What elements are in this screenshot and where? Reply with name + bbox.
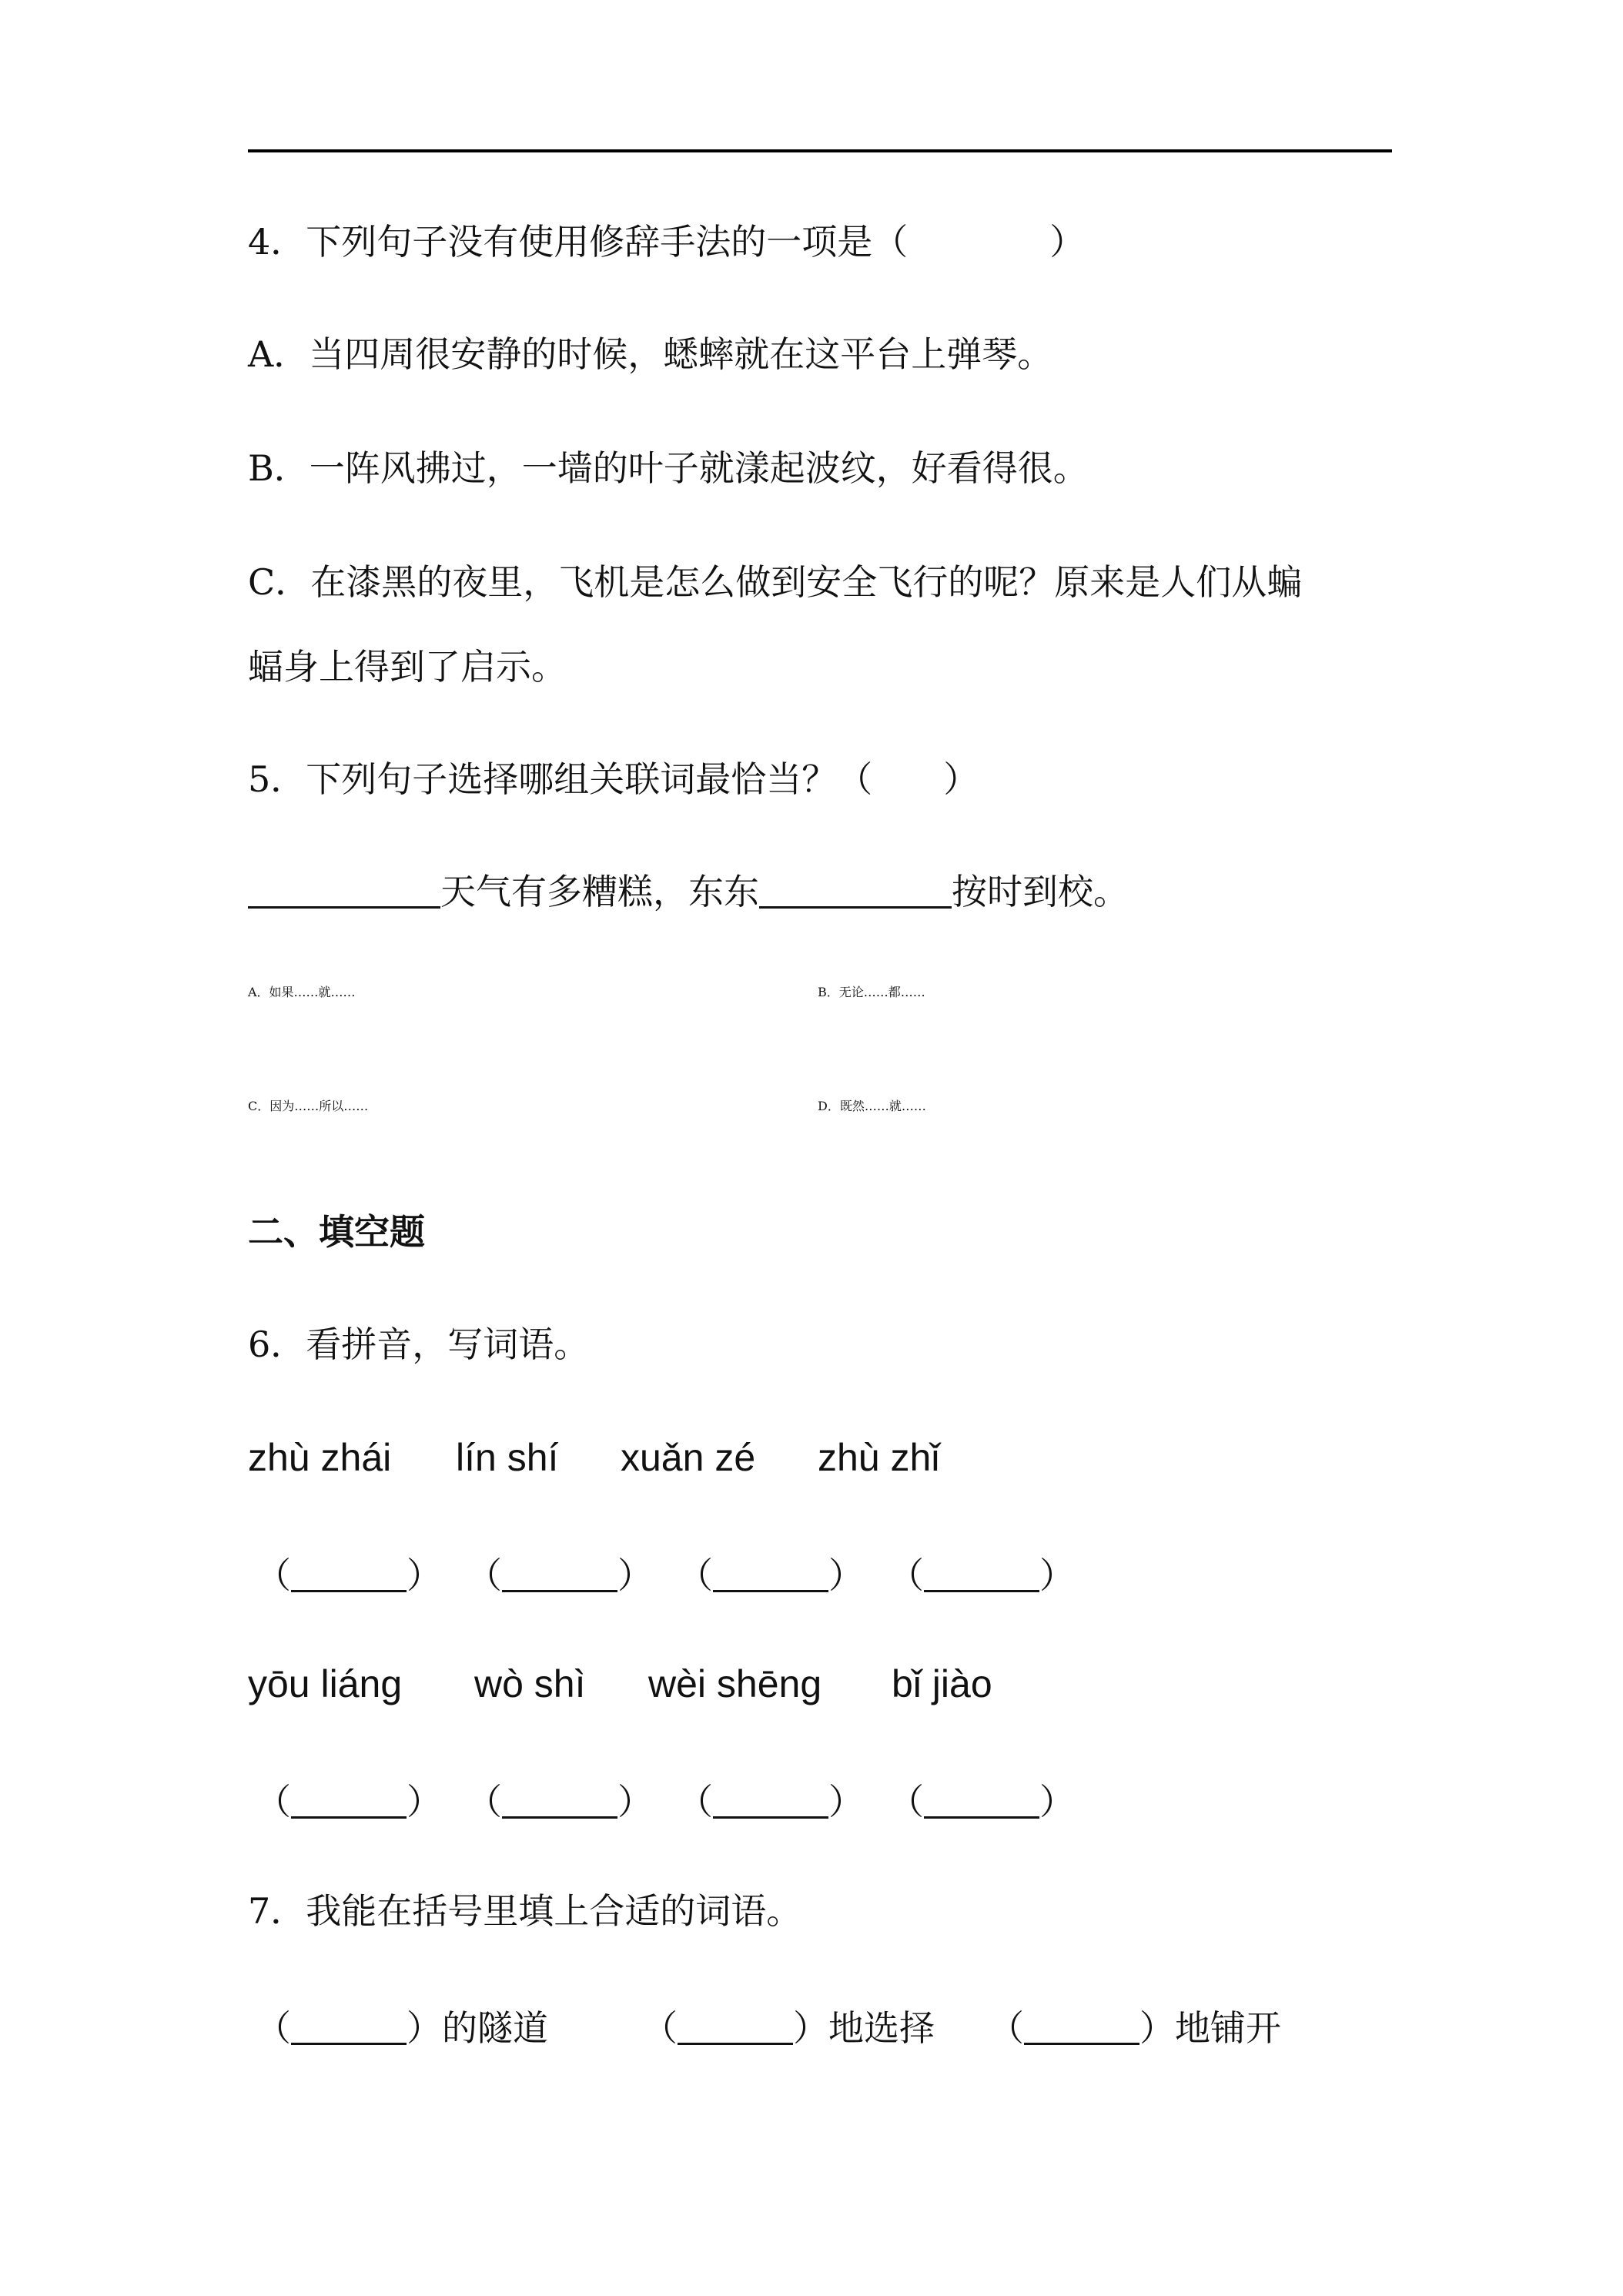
q6-pinyin: zhù zhái xyxy=(248,1436,392,1479)
q4-option-b: B．一阵风拂过，一墙的叶子就漾起波纹，好看得很。 xyxy=(248,447,1089,489)
paren-close: ） xyxy=(1039,1781,1075,1822)
paren-open: （ xyxy=(678,1781,713,1822)
q7-item-2 xyxy=(642,2000,935,2051)
paren-open: （ xyxy=(467,1555,502,1596)
q6-pinyin: lín shí xyxy=(456,1436,559,1479)
q6-blank[interactable] xyxy=(502,1782,617,1819)
q5-options-row-1 xyxy=(248,982,1392,1029)
q6-answer-slot xyxy=(256,1548,442,1598)
q7-blank-2[interactable] xyxy=(678,2009,793,2045)
q7-blank-3[interactable] xyxy=(1024,2009,1139,2045)
q7-item-1 xyxy=(256,2000,548,2051)
q6-answer-slot xyxy=(467,1774,653,1825)
paren-open: （ xyxy=(256,2007,291,2049)
q6-answer-row-2 xyxy=(248,1774,1392,1820)
q6-answer-slot xyxy=(256,1774,442,1825)
q6-answer-slot xyxy=(888,1774,1075,1825)
q5-stem: 5．下列句子选择哪组关联词最恰当？（ ） xyxy=(248,758,979,800)
paren-close: ） xyxy=(828,1555,864,1596)
q6-blank[interactable] xyxy=(924,1556,1039,1592)
paren-open: （ xyxy=(467,1781,502,1822)
q6-blank[interactable] xyxy=(713,1782,828,1819)
paren-close: ） xyxy=(617,1781,653,1822)
paren-close: ） xyxy=(407,2007,442,2049)
q5-option-b: B．无论……都…… xyxy=(818,985,925,999)
q4-option-c-line2: 蝠身上得到了启示。 xyxy=(248,646,567,688)
q7-item-2-suffix: 地选择 xyxy=(828,2007,935,2049)
q6-answer-slot xyxy=(888,1548,1075,1598)
q6-pinyin: xuǎn zé xyxy=(621,1436,756,1479)
q4-option-c-line1: C．在漆黑的夜里，飞机是怎么做到安全飞行的呢？原来是人们从蝙 xyxy=(248,561,1303,603)
paren-close: ） xyxy=(407,1781,442,1822)
q6-blank[interactable] xyxy=(713,1556,828,1592)
paren-open: （ xyxy=(888,1781,924,1822)
q6-answer-row-1 xyxy=(248,1548,1392,1594)
paren-open: （ xyxy=(678,1555,713,1596)
q7-item-3 xyxy=(989,2000,1281,2051)
q6-pinyin: yōu liáng xyxy=(248,1662,403,1705)
paren-open: （ xyxy=(989,2007,1024,2049)
paren-open: （ xyxy=(256,1781,291,1822)
paren-close: ） xyxy=(793,2007,828,2049)
q7-stem: 7．我能在括号里填上合适的词语。 xyxy=(248,1890,802,1932)
q5-option-a: A．如果……就…… xyxy=(248,985,356,999)
q6-pinyin: zhù zhǐ xyxy=(818,1436,940,1479)
section-heading: 二、填空题 xyxy=(248,1211,425,1253)
paren-open: （ xyxy=(888,1555,924,1596)
q6-pinyin-row-1 xyxy=(248,1435,1392,1481)
paren-close: ） xyxy=(1139,2007,1175,2049)
q5-blank-1[interactable] xyxy=(248,872,440,909)
q6-pinyin-row-2 xyxy=(248,1662,1392,1708)
q5-sentence-part2: 按时到校。 xyxy=(952,871,1129,912)
header-rule xyxy=(248,149,1392,152)
q6-blank[interactable] xyxy=(924,1782,1039,1819)
paren-close: ） xyxy=(828,1781,864,1822)
q7-item-1-suffix: 的隧道 xyxy=(442,2007,548,2049)
q6-blank[interactable] xyxy=(291,1782,407,1819)
paren-close: ） xyxy=(407,1555,442,1596)
q7-item-3-suffix: 地铺开 xyxy=(1175,2007,1281,2049)
q5-option-d: D．既然……就…… xyxy=(818,1099,926,1113)
q6-stem: 6．看拼音，写词语。 xyxy=(248,1324,590,1365)
q6-answer-slot xyxy=(678,1774,864,1825)
q4-option-a: A．当四周很安静的时候，蟋蟀就在这平台上弹琴。 xyxy=(248,333,1053,375)
paren-open: （ xyxy=(642,2007,678,2049)
q7-blank-1[interactable] xyxy=(291,2009,407,2045)
q5-options-row-2 xyxy=(248,1096,1392,1143)
q6-answer-slot xyxy=(678,1548,864,1598)
q6-blank[interactable] xyxy=(502,1556,617,1592)
q6-pinyin: bǐ jiào xyxy=(892,1662,992,1705)
q4-stem: 4．下列句子没有使用修辞手法的一项是（ ） xyxy=(248,221,1086,263)
q6-blank[interactable] xyxy=(291,1556,407,1592)
paren-close: ） xyxy=(1039,1555,1075,1596)
q6-pinyin: wèi shēng xyxy=(648,1662,822,1705)
paren-close: ） xyxy=(617,1555,653,1596)
q5-blank-2[interactable] xyxy=(759,872,952,909)
paren-open: （ xyxy=(256,1555,291,1596)
q5-sentence xyxy=(248,869,1129,915)
q5-option-c: C．因为……所以…… xyxy=(248,1099,369,1113)
q7-items-row xyxy=(248,2000,1392,2047)
q6-pinyin: wò shì xyxy=(474,1662,586,1705)
q5-sentence-part1: 天气有多糟糕，东东 xyxy=(440,871,759,912)
q6-answer-slot xyxy=(467,1548,653,1598)
